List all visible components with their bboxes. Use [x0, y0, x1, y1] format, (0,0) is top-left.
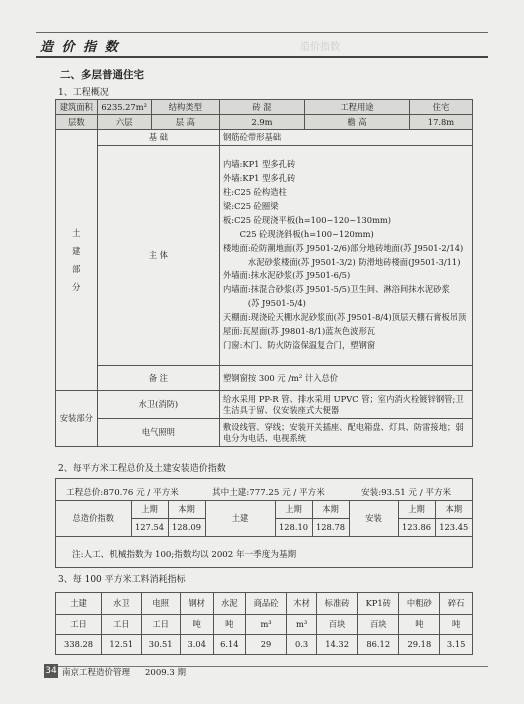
consumption-header: 碎石 [440, 593, 473, 615]
total-prev-value: 127.54 [131, 519, 168, 537]
remark-value: 塑钢窗按 300 元 /m² 计入总价 [220, 366, 473, 391]
overview-row-1 [56, 100, 473, 115]
eave-label: 檐 高 [304, 115, 409, 130]
total-curr-label: 本期 [168, 501, 205, 519]
main-body-specs [220, 146, 473, 366]
civil-cost-text: 其中土建:777.25 元 / 平方米 [212, 488, 325, 498]
consumption-unit: m³ [246, 615, 287, 635]
consumption-value-row [56, 635, 473, 655]
consumption-value: 6.14 [213, 635, 246, 655]
journal-name: 南京工程造价管理 [62, 668, 131, 678]
consumption-unit-row [56, 615, 473, 635]
consumption-header: KP1砖 [358, 593, 399, 615]
total-cost-text: 工程总价:870.76 元 / 平方米 [66, 488, 179, 498]
height-value: 2.9m [220, 115, 305, 130]
structure-value: 砖 混 [220, 100, 305, 115]
consumption-unit: 工日 [102, 615, 141, 635]
consumption-unit: 吨 [180, 615, 213, 635]
header-ghost-text: 造价指数 [300, 42, 340, 53]
spec-line: 屋面:瓦屋面(苏 J9801-8/1)蓝灰色波形瓦 [223, 326, 376, 337]
subsection-heading-1: 1、工程概况 [58, 88, 109, 98]
civil-prev-label: 上期 [275, 501, 312, 519]
plumbing-value: 给水采用 PP-R 管、排水采用 UPVC 管；室内消火栓镀锌钢管;卫生洁具于留、仪安装座式大便器 [220, 391, 473, 419]
electric-label: 电气照明 [97, 419, 219, 447]
install-index-label: 安装 [349, 501, 398, 537]
consumption-header: 水泥 [213, 593, 246, 615]
total-prev-label: 上期 [131, 501, 168, 519]
consumption-unit: 工日 [56, 615, 102, 635]
foundation-value: 钢筋砼带形基础 [220, 130, 473, 146]
spec-line: 外墙面:抹水泥砂浆(苏 J9501-6/5) [223, 270, 351, 281]
consumption-value: 30.51 [141, 635, 180, 655]
spec-line: 外墙:KP1 型多孔砖 [223, 173, 296, 184]
consumption-unit: m³ [286, 615, 316, 635]
overview-row-2 [56, 115, 473, 130]
floors-label: 层数 [56, 115, 98, 130]
civil-group-char-3: 部 [72, 264, 81, 274]
index-note: 注:人工、机械指数为 100;指数均以 2002 年一季度为基期 [72, 550, 297, 560]
subsection-heading-2: 2、每平方米工程总价及土建安装造价指数 [58, 464, 226, 474]
main-body-label: 主 体 [97, 146, 219, 366]
floors-value: 六层 [97, 115, 151, 130]
structure-label: 结构类型 [151, 100, 219, 115]
consumption-value: 3.04 [180, 635, 213, 655]
plumbing-label: 水卫(消防) [97, 391, 219, 419]
main-body-row [56, 146, 473, 366]
install-prev-label: 上期 [398, 501, 435, 519]
civil-curr-value: 128.78 [312, 519, 349, 537]
consumption-unit: 百块 [317, 615, 358, 635]
electric-value: 敷设线管、穿线；安装开关插座、配电箱盘、灯具、防雷接地；弱电分为电话、电视系统 [220, 419, 473, 447]
consumption-value: 0.3 [286, 635, 316, 655]
remark-label: 备 注 [97, 366, 219, 391]
civil-index-label: 土建 [205, 501, 275, 537]
spec-line: 门窗:木门、防火防盗保温复合门，塑钢窗 [223, 339, 376, 350]
consumption-header: 钢材 [180, 593, 213, 615]
use-label: 工程用途 [304, 100, 409, 115]
page-number: 34 [45, 666, 57, 676]
consumption-header: 水卫 [102, 593, 141, 615]
consumption-header: 标准砖 [317, 593, 358, 615]
electric-row [56, 419, 473, 447]
eave-value: 17.8m [409, 115, 472, 130]
consumption-unit: 百块 [358, 615, 399, 635]
index-label: 总造价指数 [56, 501, 131, 537]
overview-table [55, 99, 473, 447]
consumption-unit: 工日 [141, 615, 180, 635]
install-curr-label: 本期 [435, 501, 472, 519]
spec-line: 柱:C25 砼构造柱 [223, 186, 287, 197]
civil-group-label [56, 130, 98, 391]
consumption-unit: 吨 [440, 615, 473, 635]
spec-line: C25 砼现浇斜板(h=100~120mm) [223, 228, 374, 239]
civil-prev-value: 128.10 [275, 519, 312, 537]
height-label: 层 高 [151, 115, 219, 130]
civil-group-char-1: 土 [72, 228, 81, 238]
spec-line: 板:C25 砼现浇平板(h=100~120~130mm) [223, 214, 392, 225]
consumption-value: 86.12 [358, 635, 399, 655]
remark-row [56, 366, 473, 391]
civil-group-char-2: 建 [72, 246, 81, 256]
cost-index-header-row [56, 501, 472, 519]
consumption-value: 12.51 [102, 635, 141, 655]
consumption-value: 29 [246, 635, 287, 655]
cost-index-table [56, 500, 472, 537]
spec-line: 内墙:KP1 型多孔砖 [223, 159, 296, 170]
header-rule-bottom [36, 56, 488, 58]
consumption-header: 中粗砂 [399, 593, 440, 615]
civil-group-char-4: 分 [72, 282, 81, 292]
spec-line: 内墙面:抹混合砂浆(苏 J9501-5/5)卫生间、淋浴间抹水泥砂浆 [223, 284, 450, 295]
plumbing-row [56, 391, 473, 419]
consumption-unit: 吨 [213, 615, 246, 635]
consumption-value: 14.32 [317, 635, 358, 655]
consumption-header-row [56, 593, 473, 615]
area-value: 6235.27m² [97, 100, 151, 115]
consumption-value: 29.18 [399, 635, 440, 655]
consumption-unit: 吨 [399, 615, 440, 635]
install-curr-value: 123.45 [435, 519, 472, 537]
install-group-label: 安装部分 [56, 391, 98, 447]
spec-line: 天棚面:现浇砼天棚水泥砂浆面(苏 J9501-8/4)顶层天棚石膏板吊顶 [223, 312, 467, 323]
subsection-heading-3: 3、每 100 平方米工料消耗指标 [58, 575, 186, 585]
install-cost-text: 安装:93.51 元 / 平方米 [361, 488, 452, 498]
area-label: 建筑面积 [56, 100, 98, 115]
issue-number: 2009.3 期 [145, 668, 186, 678]
consumption-header: 商品砼 [246, 593, 287, 615]
consumption-header: 木材 [286, 593, 316, 615]
foundation-row [56, 130, 473, 146]
install-prev-value: 123.86 [398, 519, 435, 537]
header-rule-top [36, 32, 488, 33]
foundation-label: 基 础 [97, 130, 219, 146]
consumption-table [55, 592, 473, 655]
spec-line: 梁:C25 砼圈梁 [223, 200, 279, 211]
consumption-header: 土建 [56, 593, 102, 615]
total-curr-value: 128.09 [168, 519, 205, 537]
spec-line: 楼地面:砼防潮地面(苏 J9501-2/6)部分地砖地面(苏 J9501-2/14) [223, 242, 464, 253]
section-heading: 二、多层普通住宅 [60, 69, 144, 81]
consumption-value: 3.15 [440, 635, 473, 655]
spec-line: (苏 J9501-5/4) [223, 298, 306, 309]
consumption-header: 电照 [141, 593, 180, 615]
civil-curr-label: 本期 [312, 501, 349, 519]
spec-line: 水泥砂浆楼面(苏 J9501-3/2) 防滑地砖楼面(J9501-3/11) [223, 256, 461, 267]
header-title: 造 价 指 数 [40, 40, 120, 55]
use-value: 住宅 [409, 100, 472, 115]
consumption-value: 338.28 [56, 635, 102, 655]
